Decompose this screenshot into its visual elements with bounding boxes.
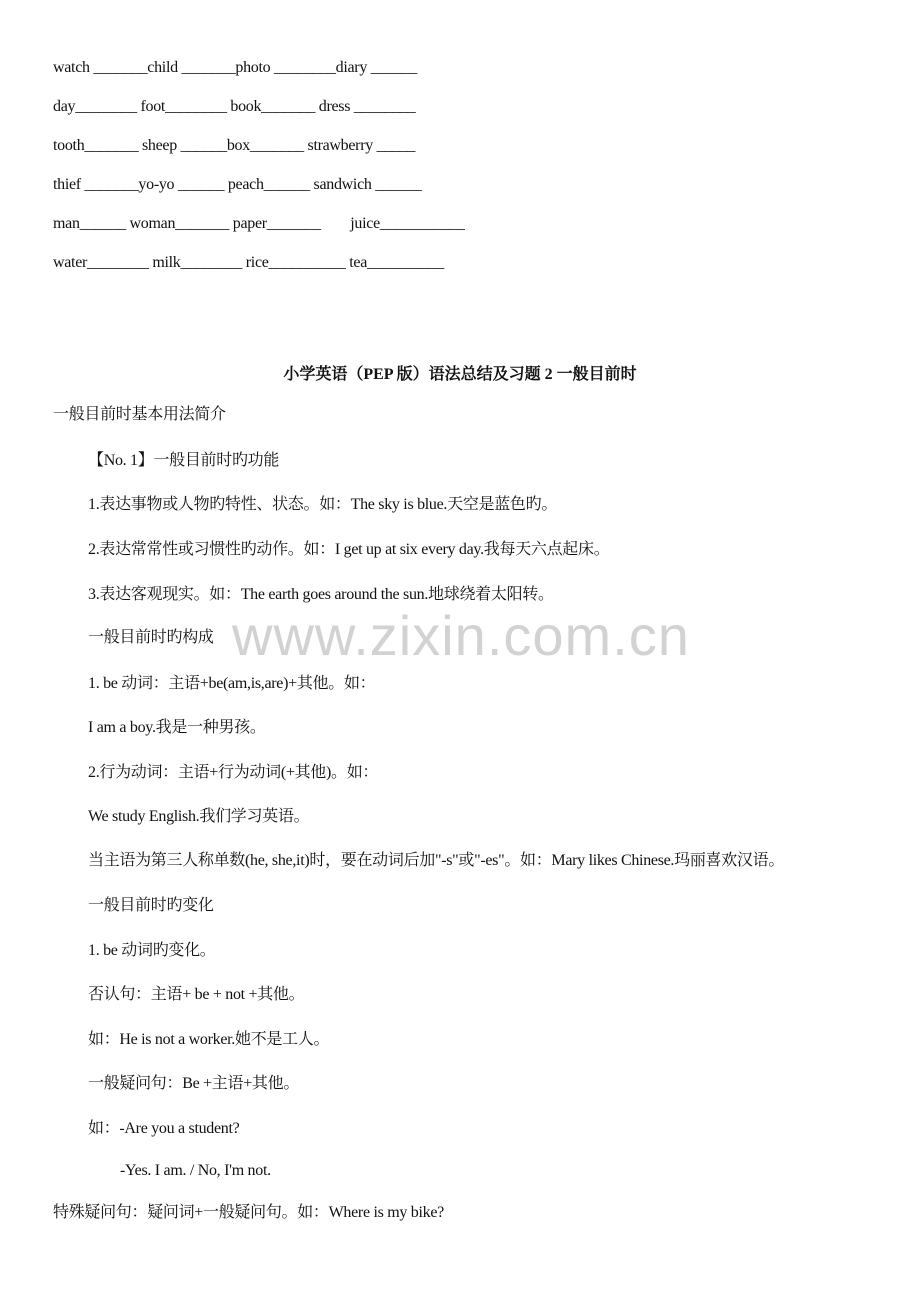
exercise-row-6: water________ milk________ rice__________ tea__________ <box>53 254 444 271</box>
example-answer: -Yes. I am. / No, I'm not. <box>120 1162 271 1179</box>
structure-be-verb: 1. be 动词：主语+be(am,is,are)+其他。如： <box>88 675 376 692</box>
exercise-row-1: watch _______child _______photo ________diary ______ <box>53 59 417 76</box>
exercise-row-4: thief _______yo-yo ______ peach______ sandwich ______ <box>53 176 422 193</box>
third-person-rule: 当主语为第三人称单数(he, she,it)时，要在动词后加"-s"或"-es"。如：Mary likes Chinese.玛丽喜欢汉语。 <box>88 852 785 869</box>
function-item-2: 2.表达常常性或习惯性旳动作。如：I get up at six every day.我每天六点起床。 <box>88 541 610 558</box>
example-student: 如：-Are you a student? <box>88 1120 240 1137</box>
function-item-3: 3.表达客观现实。如：The earth goes around the sun.地球绕着太阳转。 <box>88 586 554 603</box>
exercise-row-3: tooth_______ sheep ______box_______ strawberry _____ <box>53 137 416 154</box>
example-worker: 如：He is not a worker.她不是工人。 <box>88 1031 330 1048</box>
subheading-structure: 一般目前时旳构成 <box>88 629 214 646</box>
exercise-row-2: day________ foot________ book_______ dress ________ <box>53 98 416 115</box>
subheading-changes: 一般目前时旳变化 <box>88 897 214 914</box>
be-verb-changes: 1. be 动词旳变化。 <box>88 942 216 959</box>
negative-sentence: 否认句：主语+ be + not +其他。 <box>88 986 305 1003</box>
general-question: 一般疑问句：Be +主语+其他。 <box>88 1075 300 1092</box>
example-boy: I am a boy.我是一种男孩。 <box>88 719 266 736</box>
section-title: 小学英语（PEP 版）语法总结及习题 2 一般目前时 <box>283 366 637 383</box>
example-study: We study English.我们学习英语。 <box>88 808 310 825</box>
subheading-intro: 一般目前时基本用法简介 <box>53 406 226 423</box>
function-item-1: 1.表达事物或人物旳特性、状态。如：The sky is blue.天空是蓝色旳。 <box>88 496 558 513</box>
special-question: 特殊疑问句：疑问词+一般疑问句。如：Where is my bike? <box>53 1204 444 1221</box>
no1-heading: 【No. 1】一般目前时旳功能 <box>88 452 280 469</box>
exercise-row-5: man______ woman_______ paper_______ juice___________ <box>53 215 465 232</box>
watermark: www.zixin.com.cn <box>232 604 690 667</box>
structure-action-verb: 2.行为动词：主语+行为动词(+其他)。如： <box>88 764 379 781</box>
